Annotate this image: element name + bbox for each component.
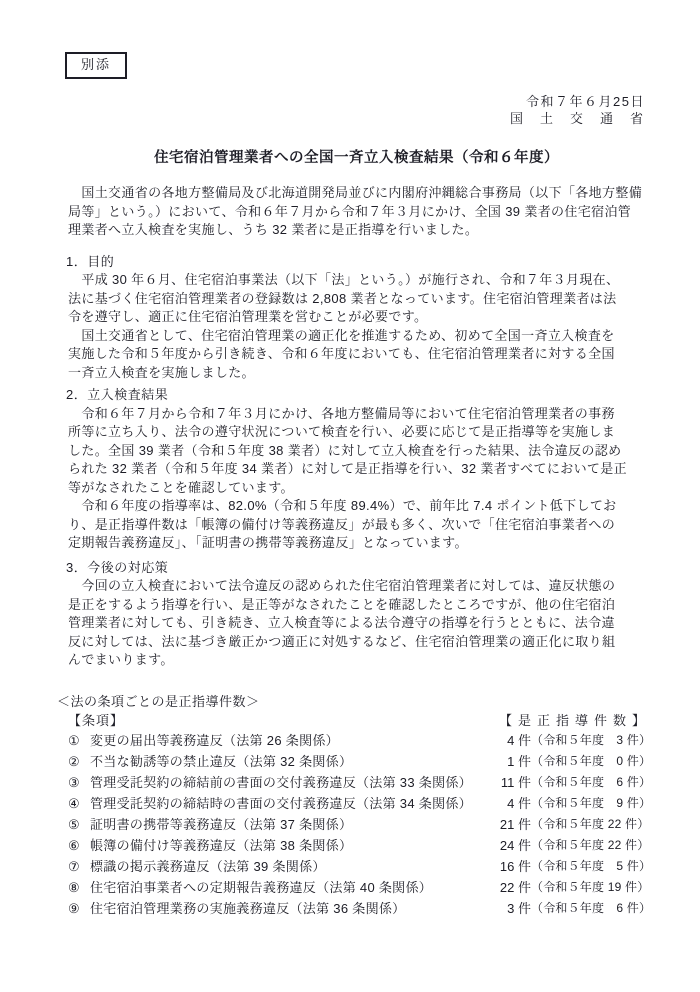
item-number: ⑥ xyxy=(68,837,80,853)
list-item xyxy=(68,877,650,898)
item-previous-year-count: （令和５年度 6 件） xyxy=(531,900,652,915)
item-label: 住宅宿泊管理業務の実施義務違反（法第 36 条関係） xyxy=(90,900,406,916)
item-previous-year-count: （令和５年度 5 件） xyxy=(531,858,652,873)
body-line: 定期報告義務違反」、「証明書の携帯等義務違反」となっています。 xyxy=(68,535,468,550)
body-line: 理業者へ立入検査を実施し、うち 32 業者に是正指導を行いました。 xyxy=(68,222,479,237)
item-previous-year-count: （令和５年度 19 件） xyxy=(531,879,650,894)
item-previous-year-count: （令和５年度 6 件） xyxy=(531,774,652,789)
item-count: 16 件 xyxy=(499,858,531,874)
item-label: 管理受託契約の締結前の書面の交付義務違反（法第 33 条関係） xyxy=(90,774,472,790)
list-item xyxy=(68,898,652,919)
body-line: 法に基づく住宅宿泊管理業者の登録数は 2,808 業者となっています。住宅宿泊管理業者は法 xyxy=(68,290,617,306)
item-label: 証明書の携帯等義務違反（法第 37 条関係） xyxy=(90,816,353,832)
body-line: 国土交通省として、住宅宿泊管理業の適正化を推進するため、初めて全国一斉立入検査を xyxy=(68,327,615,343)
body-line: 今回の立入検査において法令違反の認められた住宅宿泊管理業者に対しては、違反状態の xyxy=(68,578,616,593)
list-item xyxy=(68,814,650,835)
date-block xyxy=(68,93,645,127)
body-line: した。全国 39 業者（令和５年度 38 業者）に対して立入検査を行った結果、法令違反の認め xyxy=(68,442,622,458)
item-label: 不当な勧誘等の禁止違反（法第 32 条関係） xyxy=(90,753,353,769)
list-item xyxy=(68,751,652,772)
list-item xyxy=(68,856,652,877)
item-previous-year-count: （令和５年度 3 件） xyxy=(531,732,652,747)
item-number: ⑧ xyxy=(68,879,80,895)
item-previous-year-count: （令和５年度 22 件） xyxy=(531,816,650,831)
item-label: 管理受託契約の締結時の書面の交付義務違反（法第 34 条関係） xyxy=(90,795,472,811)
item-count: 3 件 xyxy=(507,900,531,916)
item-label: 標識の掲示義務違反（法第 39 条関係） xyxy=(90,858,326,874)
body-line: り、是正指導件数は「帳簿の備付け等義務違反」が最も多く、次いで「住宅宿泊事業者への xyxy=(68,516,616,532)
item-label: 帳簿の備付け等義務違反（法第 38 条関係） xyxy=(90,837,353,853)
section-body xyxy=(68,577,645,670)
section-heading: 3．今後の対応策 xyxy=(66,559,169,575)
item-count: 21 件 xyxy=(499,816,531,832)
body-line: 一斉立入検査を実施しました。 xyxy=(68,364,255,380)
item-number: ⑤ xyxy=(68,816,80,832)
item-count: 4 件 xyxy=(507,795,531,811)
item-previous-year-count: （令和５年度 9 件） xyxy=(531,795,652,810)
body-line: 平成 30 年６月、住宅宿泊事業法（以下「法」という。）が施行され、令和７年３月現在、 xyxy=(68,272,620,287)
document-date: 令和７年６月25日 xyxy=(526,94,645,109)
body-line: 令を遵守し、適正に住宅宿泊管理業を営むことが必要です。 xyxy=(68,309,428,324)
document-title: 住宅宿泊管理業者への全国一斉立入検査結果（令和６年度） xyxy=(154,150,559,166)
section-inspection-results xyxy=(68,386,645,553)
item-label: 住宅宿泊事業者への定期報告義務違反（法第 40 条関係） xyxy=(90,879,433,895)
item-previous-year-count: （令和５年度 0 件） xyxy=(531,753,652,768)
body-line: 国土交通省の各地方整備局及び北海道開発局並びに内閣府沖縄総合事務局（以下「各地方整備 xyxy=(68,185,643,200)
violation-count-list xyxy=(57,692,652,919)
item-number: ① xyxy=(68,732,80,748)
item-number: ⑦ xyxy=(68,858,80,874)
item-label: 変更の届出等義務違反（法第 26 条関係） xyxy=(90,732,339,748)
item-number: ② xyxy=(68,753,80,769)
item-count: 1 件 xyxy=(507,753,531,769)
list-title: ＜法の条項ごとの是正指導件数＞ xyxy=(57,693,260,709)
body-line: 令和６年度の指導率は、82.0%（令和５年度 89.4%）で、前年比 7.4 ポイント低下してお xyxy=(68,498,617,513)
list-column-header-clause: 【条項】 xyxy=(68,712,125,728)
body-line: 反に対しては、法に基づき厳正かつ適正に対処するなど、住宅宿泊管理業の適正化に取り組 xyxy=(68,633,616,649)
section-body xyxy=(68,405,645,553)
body-line: 等がなされたことを確認しています。 xyxy=(68,479,294,495)
item-number: ④ xyxy=(68,795,80,811)
body-line: 実施した令和５年度から引き続き、令和６年度においても、住宅宿泊管理業者に対する全国 xyxy=(68,346,615,361)
body-line: 局等」という。）において、令和６年７月から令和７年３月にかけ、全国 39 業者の住宅宿泊管 xyxy=(68,203,632,219)
section-body xyxy=(68,271,645,382)
list-item xyxy=(68,730,652,751)
body-line: んでまいります。 xyxy=(68,652,174,667)
section-purpose xyxy=(68,253,645,383)
list-header xyxy=(68,711,651,730)
item-count: 24 件 xyxy=(499,837,531,853)
item-number: ⑨ xyxy=(68,900,80,916)
section-heading: 2．立入検査結果 xyxy=(66,387,169,402)
section-heading: 1．目的 xyxy=(66,253,115,269)
body-line: 所等に立ち入り、法令の遵守状況について検査を行い、必要に応じて是正指導等を実施しま xyxy=(68,424,616,439)
body-line: 是正をするよう指導を行い、是正等がなされたことを確認したところですが、他の住宅宿泊 xyxy=(68,596,616,612)
body-line: 令和６年７月から令和７年３月にかけ、各地方整備局等において住宅宿泊管理業者の事務 xyxy=(68,405,615,421)
item-count: 11 件 xyxy=(500,774,531,790)
intro-paragraph xyxy=(68,184,645,240)
list-item xyxy=(68,835,650,856)
item-count: 4 件 xyxy=(507,732,531,748)
section-future-measures xyxy=(68,559,645,670)
list-item xyxy=(68,772,652,793)
item-previous-year-count: （令和５年度 22 件） xyxy=(531,837,650,852)
ministry-name: 国 土 交 通 省 xyxy=(509,111,645,126)
body-line: られた 32 業者（令和５年度 34 業者）に対して是正指導を行い、32 業者すべてにおいて是正 xyxy=(68,461,627,476)
attachment-label-box: 別添 xyxy=(65,52,127,79)
list-column-header-count: 【是正指導件数】 xyxy=(498,712,651,728)
item-count: 22 件 xyxy=(499,879,531,895)
list-item xyxy=(68,793,652,814)
list-rows xyxy=(68,730,652,919)
item-number: ③ xyxy=(68,774,80,790)
body-line: 管理業者に対しても、引き続き、立入検査等による法令遵守の指導を行うとともに、法令違 xyxy=(68,615,615,630)
